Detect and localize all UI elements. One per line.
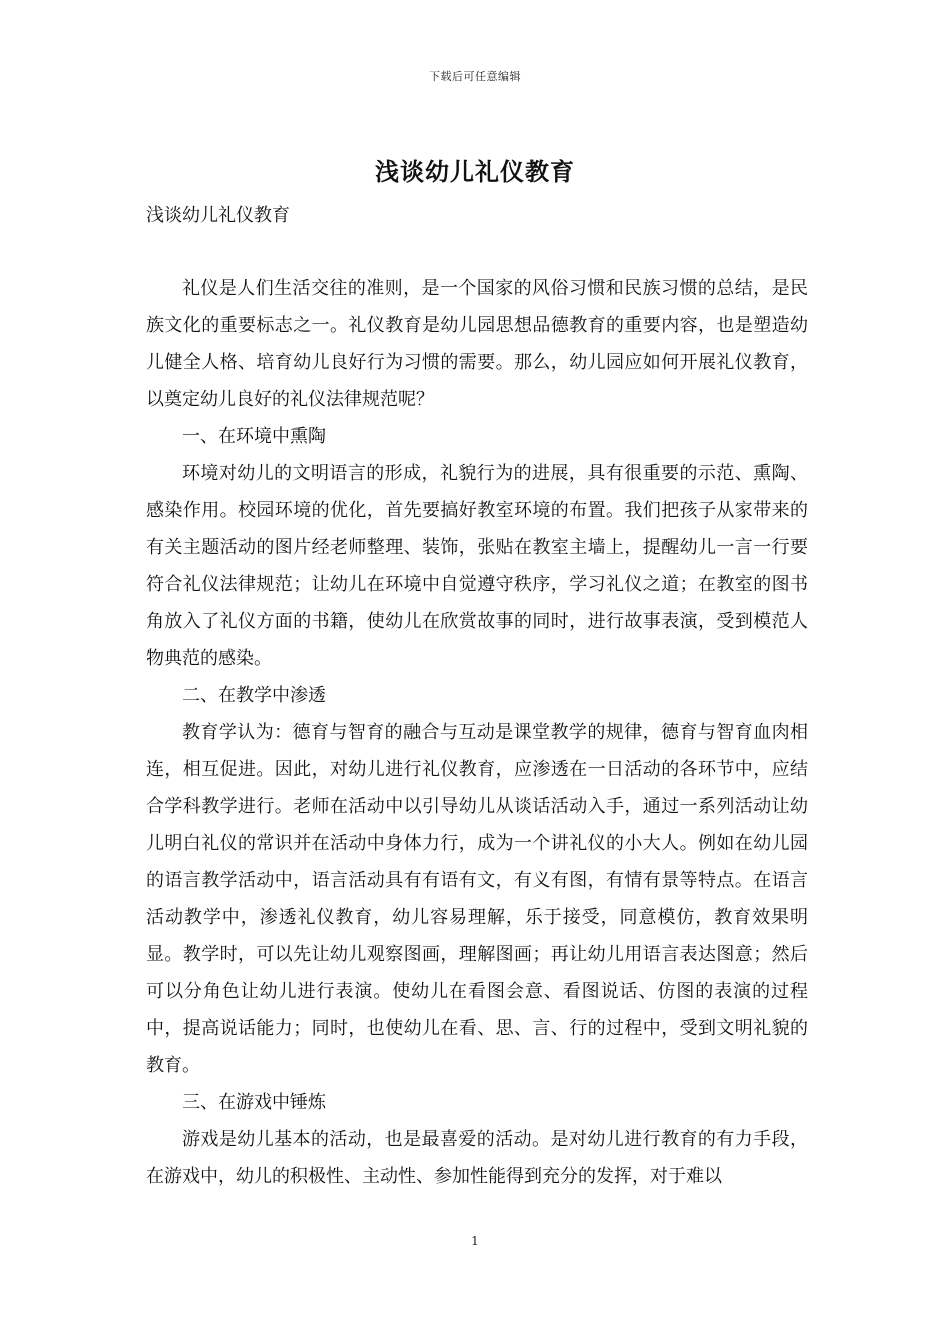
paragraph-teaching: 教育学认为：德育与智育的融合与互动是课堂教学的规律，德育与智育血肉相连，相互促进。因此，对幼儿进行礼仪教育，应渗透在一日活动的各环节中，应结合学科教学进行。老师在活动中以引导幼儿从谈话活动入手，通过一系列活动让幼儿明白礼仪的常识并在活动中身体力行，成为一个讲礼仪的小大人。例如在幼儿园的语言教学活动中，语言活动具有有语有文，有义有图，有情有景等特点。在语言活动教学中，渗透礼仪教育，幼儿容易理解，乐于接受，同意模仿，教育效果明显。教学时，可以先让幼儿观察图画，理解图画；再让幼儿用语言表达图意；然后可以分角色让幼儿进行表演。使幼儿在看图会意、看图说话、仿图的表演的过程中，提高说话能力；同时，也使幼儿在看、思、言、行的过程中，受到文明礼貌的教育。: [146, 722, 808, 1076]
page-number: 1: [471, 1234, 479, 1248]
paragraph-games: 游戏是幼儿基本的活动，也是最喜爱的活动。是对幼儿进行教育的有力手段，在游戏中，幼儿的积极性、主动性、参加性能得到充分的发挥，对于难以: [146, 1129, 808, 1187]
section-heading-3: 三、在游戏中锤炼: [182, 1092, 326, 1113]
document-title: 浅谈幼儿礼仪教育: [375, 157, 575, 186]
paragraph-environment: 环境对幼儿的文明语言的形成，礼貌行为的进展，具有很重要的示范、熏陶、感染作用。校园环境的优化，首先要搞好教室环境的布置。我们把孩子从家带来的有关主题活动的图片经老师整理、装饰，张贴在教室主墙上，提醒幼儿一言一行要符合礼仪法律规范；让幼儿在环境中自觉遵守秩序，学习礼仪之道；在教室的图书角放入了礼仪方面的书籍，使幼儿在欣赏故事的同时，进行故事表演，受到模范人物典范的感染。: [146, 463, 808, 669]
document-subtitle: 浅谈幼儿礼仪教育: [146, 205, 290, 226]
section-heading-2: 二、在教学中渗透: [182, 685, 326, 706]
paragraph-intro: 礼仪是人们生活交往的准则，是一个国家的风俗习惯和民族习惯的总结，是民族文化的重要标志之一。礼仪教育是幼儿园思想品德教育的重要内容，也是塑造幼儿健全人格、培育幼儿良好行为习惯的需要。那么，幼儿园应如何开展礼仪教育，以奠定幼儿良好的礼仪法律规范呢？: [146, 278, 808, 410]
document-body: [146, 270, 808, 1195]
section-heading-1: 一、在环境中熏陶: [182, 426, 326, 447]
page-header-note: 下载后可任意编辑: [429, 70, 521, 83]
